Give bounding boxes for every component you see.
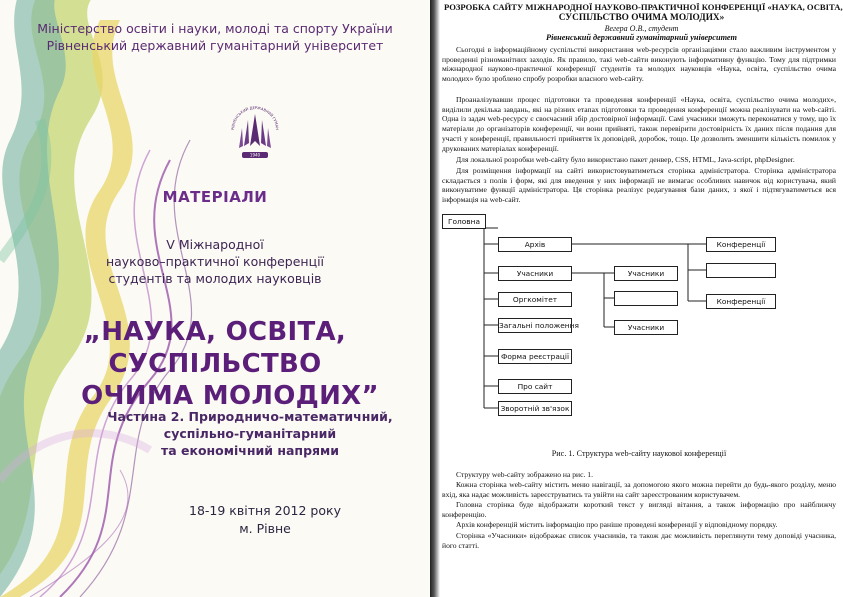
paragraph: Головна сторінка буде відображати короткий текст у вигляді вітання, а також інформацію про найближчу конференцію. bbox=[442, 500, 836, 519]
title-line: „НАУКА, ОСВІТА, СУСПІЛЬСТВО bbox=[83, 317, 347, 379]
article-title bbox=[444, 2, 843, 24]
diagram-node-archive: Архів bbox=[498, 237, 572, 252]
date-place bbox=[50, 502, 430, 538]
paragraph: Сторінка «Учасники» відображає список учасників, та також дає можливість переглянути тему доповіді учасника, його статті. bbox=[442, 531, 836, 550]
university-line: Рівненський державний гуманітарний університет bbox=[46, 38, 384, 53]
diagram-node-conferences: Конференції bbox=[706, 294, 776, 309]
logo-year: 1940 bbox=[249, 152, 261, 158]
diagram-node-participants-sub: Учасники bbox=[614, 320, 678, 335]
paragraph: Кожна сторінка web-сайту містить меню навігації, за допомогою якого можна перейти до будь-якого розділу, меню вхід, яка надає можливість зареєструватись та увійти на сайт зареєстрованим користувачем. bbox=[442, 480, 836, 499]
paragraph: Архів конференцій містить інформацію про раніше проведені конференції у відповідному порядку. bbox=[456, 520, 778, 529]
diagram-node-home: Головна bbox=[442, 214, 486, 229]
diagram-node-registration: Форма реєстрації bbox=[498, 349, 572, 364]
figure-caption: Рис. 1. Структура web-сайту наукової конференції bbox=[551, 449, 727, 458]
materials-heading: МАТЕРІАЛИ bbox=[162, 188, 268, 206]
diagram-node-general: Загальні положення bbox=[498, 318, 572, 333]
part-subtitle bbox=[70, 408, 430, 459]
site-structure-diagram bbox=[436, 210, 838, 438]
conference-line: V Міжнародної bbox=[166, 237, 264, 252]
article-page bbox=[430, 0, 843, 597]
ministry-line: Міністерство освіти і науки, молоді та спорту України bbox=[37, 21, 393, 36]
conference-line: науково–практичної конференції bbox=[105, 254, 325, 269]
diagram-node-participants-sub bbox=[614, 291, 678, 306]
diagram-node-conferences: Конференції bbox=[706, 237, 776, 252]
diagram-node-participants-sub: Учасники bbox=[614, 266, 678, 281]
paragraph: Сьогодні в інформаційному суспільстві використання web-ресурсів організаціями стало важливим інструментом у проведенні різноманітних заходів. Як правило, такі web-сайти виконують інформативну функцію. Тому для підтримки міжнародної науково-практичної конференції студентів та молодих науковців «Наука, освіта, суспільство очима молодих» було зроблено спробу розробки власного web-сайту. bbox=[442, 45, 836, 84]
logo-arc-text: РІВНЕНСЬКИЙ ДЕРЖАВНИЙ ГУМАН bbox=[230, 105, 280, 131]
diagram-node-conferences bbox=[706, 263, 776, 278]
university-logo bbox=[228, 94, 282, 178]
ministry-heading bbox=[0, 20, 430, 54]
paragraph: Структуру web-сайту зображено на рис. 1. bbox=[456, 470, 593, 479]
title-line: ОЧИМА МОЛОДИХ” bbox=[81, 381, 379, 411]
city: м. Рівне bbox=[239, 521, 291, 536]
title-line: СУСПІЛЬСТВО ОЧИМА МОЛОДИХ» bbox=[558, 13, 725, 23]
date: 18-19 квітня 2012 року bbox=[189, 503, 341, 518]
article-university: Рівненський державний гуманітарний університет bbox=[546, 33, 737, 42]
title-line: РОЗРОБКА САЙТУ МІЖНАРОДНОЇ НАУКОВО-ПРАКТИЧНОЇ КОНФЕРЕНЦІЇ «НАУКА, ОСВІТА, bbox=[444, 2, 843, 12]
paragraph: Для локальної розробки web-сайту було використано пакет денвер, CSS, HTML, Java-script, phpDesigner. bbox=[456, 155, 795, 164]
diagram-node-about: Про сайт bbox=[498, 379, 572, 394]
diagram-node-feedback: Зворотній зв'язок bbox=[498, 401, 572, 416]
conference-line: студентів та молодих науковців bbox=[108, 271, 322, 286]
paragraph: Проаналізувавши процес підготовки та проведення конференції «Наука, освіта, суспільство очима молодих», виділили декілька завдань, які на різних етапах підготовки та проведення конференції можна реалізувати на web-сайті. Одна із задач web-ресурсу є своєчасний збір достовірної інформації. Самі учасники зможуть переконатися у тому, що їх матеріали до організаторів конференції, чи вони прийняті, також перевірити достовірність їх даних після подання для участі у конференції, правильності прийняття їх доповідей, доробок, тощо. Це дозволить зменшити кількість помилок у друкованих матеріалах конференції. bbox=[442, 95, 836, 153]
part-line: та економічний напрями bbox=[160, 443, 340, 458]
part-line: суспільно-гуманітарний bbox=[163, 426, 337, 441]
diagram-node-participants: Учасники bbox=[498, 266, 572, 281]
diagram-node-orgcommittee: Оргкомітет bbox=[498, 292, 572, 307]
paragraph: Для розміщення інформації на сайті використовуватиметься сторінка адміністратора. Сторінка адміністратора складається з полів і форм, які для введення у них інформації не вимагає особливих навичок від користувача, який виконуватиме функції адміністратора. Ця сторінка реалізує редагування бази даних, з якої і підтягуватиметься вся інформація на web-сайт. bbox=[442, 166, 836, 205]
article-author: Вегера О.В., студент bbox=[604, 24, 679, 33]
conference-title bbox=[0, 316, 430, 412]
conference-subtitle bbox=[0, 236, 430, 287]
part-line: Частина 2. Природничо-математичний, bbox=[107, 409, 393, 424]
